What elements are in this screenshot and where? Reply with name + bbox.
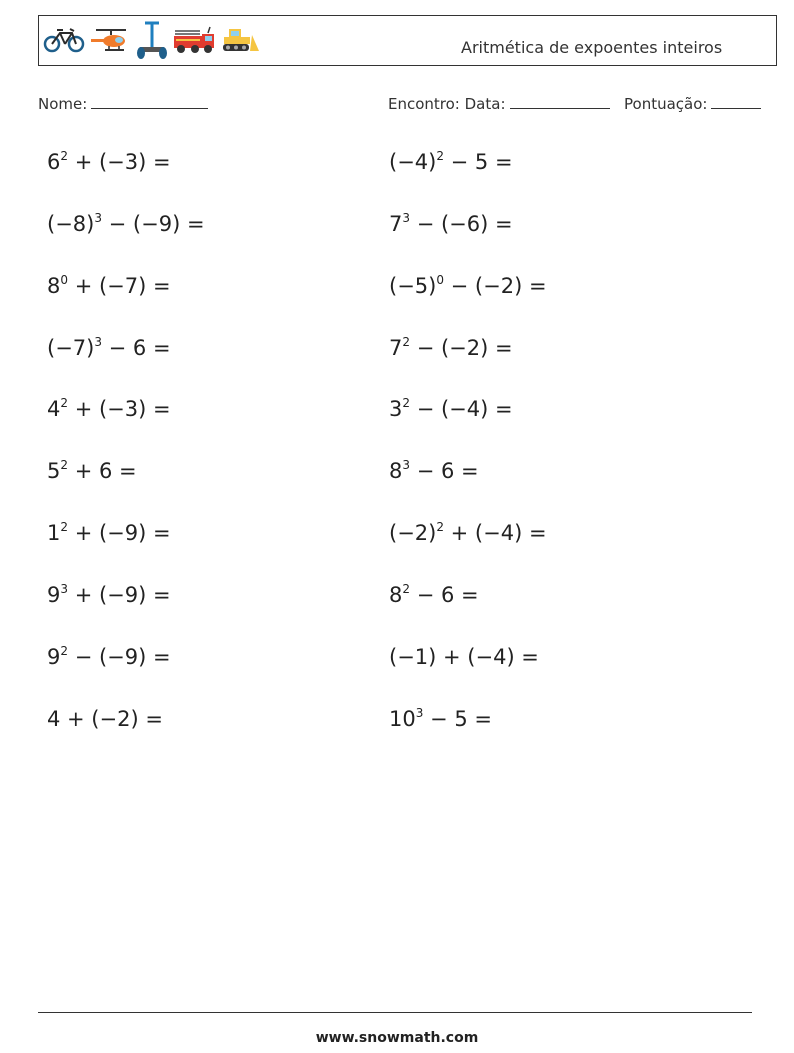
score-field — [624, 94, 761, 113]
problem-13: $1^2 + (-9)$ = — [47, 520, 171, 545]
problem-9: $4^2 + (-3)$ = — [47, 396, 171, 421]
icon-strip — [43, 22, 261, 58]
score-blank[interactable] — [711, 94, 761, 109]
name-field — [38, 94, 208, 113]
problem-3: $(-8)^3 - (-9)$ = — [47, 211, 205, 236]
bicycle-icon — [43, 25, 85, 55]
footer-url[interactable]: www.snowmath.com — [315, 1030, 479, 1046]
problem-20: $10^3 - 5$ = — [389, 706, 492, 731]
meeting-date-label: Encontro: Data: — [388, 95, 506, 113]
problem-1: $6^2 + (-3)$ = — [47, 149, 171, 174]
problem-12: $8^3 - 6$ = — [389, 458, 479, 483]
problem-2: $(-4)^2 - 5$ = — [389, 149, 513, 174]
meeting-date-field — [388, 94, 610, 113]
problem-6: $(-5)^0 - (-2)$ = — [389, 273, 547, 298]
bulldozer-icon — [219, 25, 261, 55]
problem-8: $7^2 - (-2)$ = — [389, 335, 513, 360]
problem-17: $9^2 - (-9)$ = — [47, 644, 171, 669]
helicopter-icon — [88, 25, 132, 55]
problem-18: (−1) + (−4) = — [389, 645, 539, 669]
problem-16: $8^2 - 6$ = — [389, 582, 479, 607]
footer-divider — [38, 1012, 752, 1013]
problem-15: $9^3 + (-9)$ = — [47, 582, 171, 607]
problem-4: $7^3 - (-6)$ = — [389, 211, 513, 236]
scooter-icon — [135, 20, 169, 60]
meeting-date-blank[interactable] — [510, 94, 610, 109]
problem-10: $3^2 - (-4)$ = — [389, 396, 513, 421]
header-box — [38, 15, 777, 66]
problem-14: $(-2)^2 + (-4)$ = — [389, 520, 547, 545]
problem-7: $(-7)^3 - 6$ = — [47, 335, 171, 360]
problem-11: $5^2 + 6$ = — [47, 458, 137, 483]
fire-truck-icon — [172, 25, 216, 55]
name-blank[interactable] — [91, 94, 208, 109]
problem-19: 4 + (−2) = — [47, 707, 163, 731]
score-label: Pontuação: — [624, 95, 708, 113]
problem-5: $8^0 + (-7)$ = — [47, 273, 171, 298]
worksheet-title: Aritmética de expoentes inteiros — [461, 38, 723, 57]
name-label: Nome: — [38, 95, 88, 113]
